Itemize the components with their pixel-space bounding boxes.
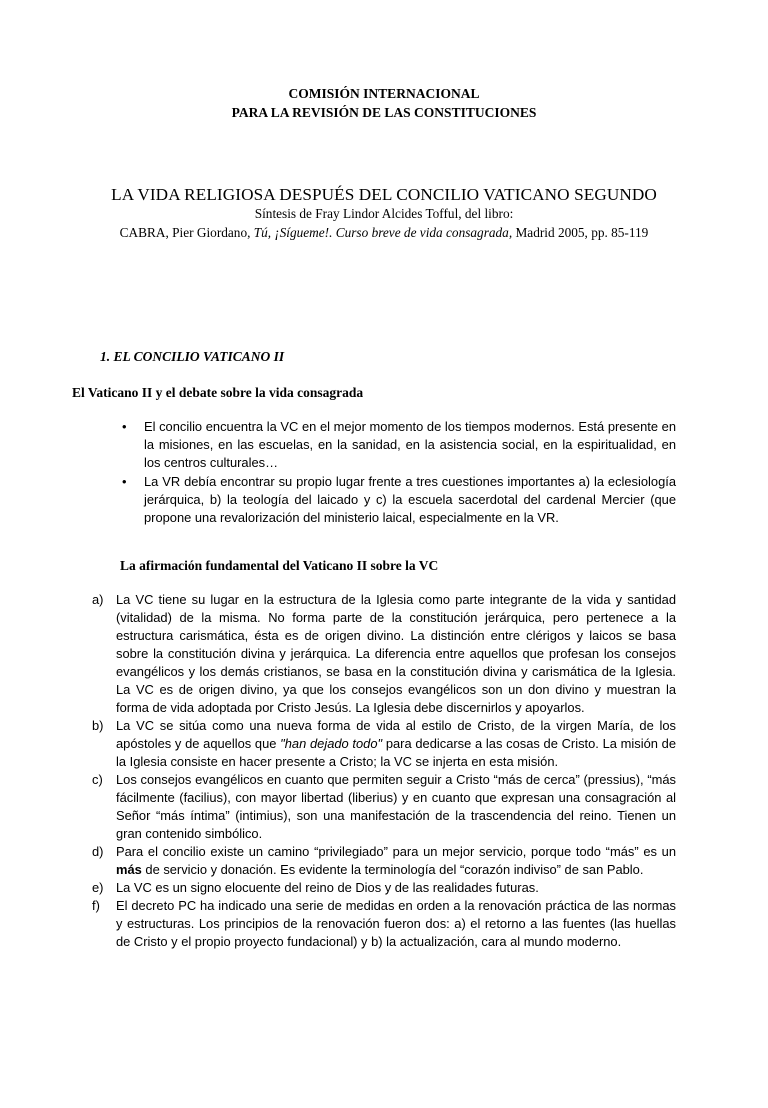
bullet-list [92,418,676,527]
item-text-pre: Para el concilio existe un camino “privilegiado” para un mejor servicio, porque todo “más” es un [116,844,676,859]
list-item [92,843,676,879]
list-item [92,591,676,717]
item-text-post: de servicio y donación. Es evidente la terminología del “corazón indiviso” de san Pablo. [141,862,644,877]
item-emphasis: más [116,862,142,877]
bullet-marker: • [122,474,127,489]
header-line-2: PARA LA REVISIÓN DE LAS CONSTITUCIONES [231,105,537,120]
list-item [92,717,676,771]
list-item [122,418,676,472]
document-page [0,84,768,1108]
item-marker: b) [92,718,104,733]
item-text-pre: La VC se sitúa como una nueva forma de vida al estilo de Cristo, de la virgen María, de los apóstoles y de aquellos que [116,718,676,751]
subheading-affirmation: La afirmación fundamental del Vaticano II sobre la VC [120,558,439,573]
item-marker: f) [92,898,100,913]
item-marker: c) [92,772,103,787]
subheading-debate: El Vaticano II y el debate sobre la vida consagrada [72,385,364,400]
document-header [92,84,676,122]
item-quote: "han dejado todo" [280,736,383,751]
item-marker: e) [92,880,104,895]
list-item [122,473,676,527]
item-marker: d) [92,844,104,859]
list-item [92,879,676,897]
book-citation [92,223,676,242]
item-text: El decreto PC ha indicado una serie de medidas en orden a la renovación práctica de las normas y estructuras. Los principios de la renovación fueron dos: a) el retorno a las fuentes (las huellas de Cristo y el propio proyecto fundacional) y b) la actualización, cara al mundo moderno. [116,898,676,949]
item-text-post: para dedicarse a las cosas de Cristo. La misión de la Iglesia consiste en hacer presente a Cristo; la VC se injerta en esta misión. [116,736,676,769]
list-item [92,897,676,951]
item-marker: a) [92,592,104,607]
item-text: Los consejos evangélicos en cuanto que permiten seguir a Cristo “más de cerca” (pressius), “más fácilmente (facilius), con mayor libertad (liberius) y en cuanto que expresan una consagración al Señor “más íntima” (intimius), son una manifestación de la trascendencia del reino. Tienen un gran contenido simbólico. [116,772,676,841]
item-text: La VC es un signo elocuente del reino de Dios y de las realidades futuras. [116,880,539,895]
bullet-text: El concilio encuentra la VC en el mejor momento de los tiempos modernos. Está presente en la misiones, en las escuelas, en la sanidad, en la asistencia social, en la espiritualidad, en los centros culturales… [144,419,676,470]
header-line-1: COMISIÓN INTERNACIONAL [288,86,480,101]
synthesis-note: Síntesis de Fray Lindor Alcides Tofful, del libro: [254,206,514,221]
bullet-text: La VR debía encontrar su propio lugar frente a tres cuestiones importantes a) la eclesiología jerárquica, b) la teología del laicado y c) la escuela sacerdotal del cardenal Mercier (que propone una revalorización del ministerio laical, especialmente en la VR. [144,474,676,525]
bullet-marker: • [122,419,127,434]
section-heading: 1. EL CONCILIO VATICANO II [100,349,285,364]
lettered-list [92,591,676,951]
item-text: La VC tiene su lugar en la estructura de la Iglesia como parte integrante de la vida y santidad (vitalidad) de la misma. No forma parte de la constitución jerárquica, pero pertenece a la estructura carismática, ésta es de origen divino. La distinción entre clérigos y laicos se basa sobre la constitución divina y jerárquica. La diferencia entre aquellos que profesan los consejos evangélicos y los demás cristianos, se basa en la constitución divina y carismática de la Iglesia. La VC es de origen divino, ya que los consejos evangélicos son un don divino y muestran la forma de vida adoptada por Cristo Jesús. La Iglesia debe discernirlos y apoyarlos. [116,592,676,715]
page-title: LA VIDA RELIGIOSA DESPUÉS DEL CONCILIO VATICANO SEGUNDO [111,185,657,204]
list-item [92,771,676,843]
citation-author: CABRA, Pier Giordano, [119,225,254,240]
citation-publication: Madrid 2005, pp. 85-119 [512,225,649,240]
citation-book-title: Tú, ¡Sígueme!. Curso breve de vida consagrada, [253,225,513,240]
